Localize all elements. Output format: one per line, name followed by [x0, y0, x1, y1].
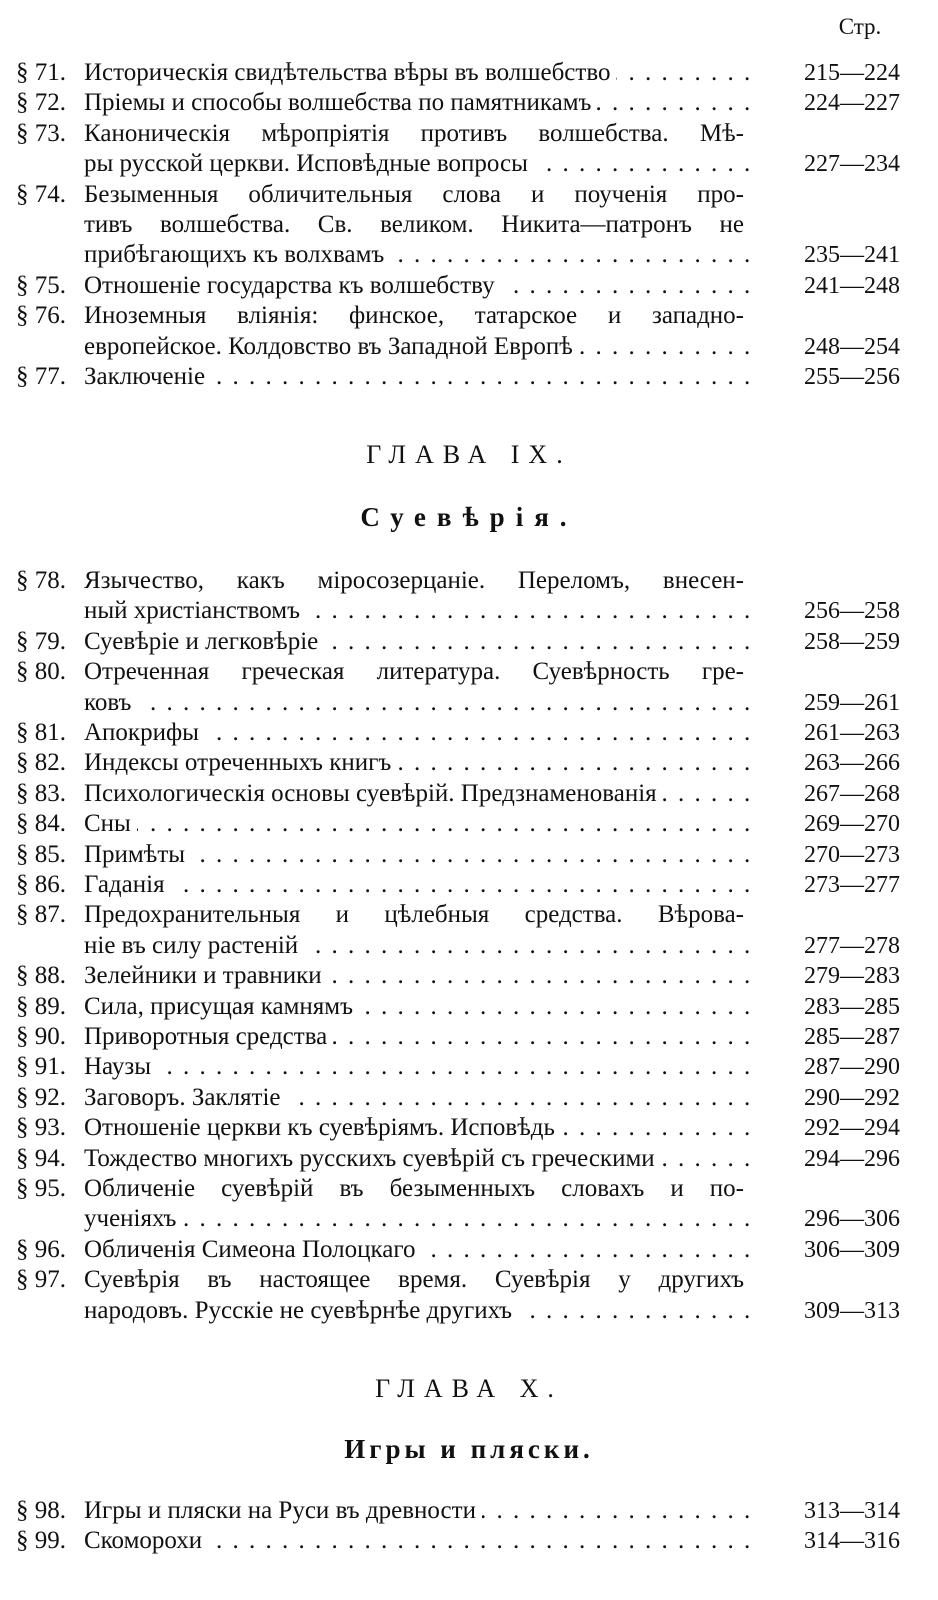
page-range: 313—314	[804, 1498, 900, 1524]
page-column-header: Стр.	[838, 14, 882, 39]
toc-entry	[16, 1083, 900, 1113]
section-number: § 92.	[16, 1083, 66, 1111]
entry-title-text: Обличеніе суевѣрій въ безыменныхъ словахъ и по-	[84, 1175, 750, 1202]
section-number: § 93.	[16, 1114, 66, 1142]
entry-title-line	[84, 1204, 760, 1234]
section-number: § 85.	[16, 840, 66, 868]
entry-title-text: Обличенія Симеона Полоцкаго	[84, 1236, 422, 1263]
entry-title-text: Апокрифы	[84, 719, 205, 746]
entry-title-line	[84, 688, 760, 718]
toc-entry	[16, 88, 900, 118]
page-range: 241—248	[804, 272, 900, 299]
section-number: § 77.	[16, 363, 66, 390]
entry-title-line	[84, 566, 750, 596]
entry-title-line	[84, 900, 750, 930]
page-range: 270—273	[804, 841, 900, 868]
entry-title-line	[84, 1113, 760, 1143]
toc-entry	[16, 1496, 900, 1526]
chapter-9-title: Суевѣрія.	[360, 502, 578, 532]
entry-title-line	[84, 1052, 760, 1082]
entry-title-line	[84, 362, 760, 392]
toc-entry	[16, 271, 900, 301]
entry-title-line	[84, 870, 760, 900]
page-range: 306—309	[804, 1236, 900, 1263]
entry-title-text: Скоморохи	[84, 1527, 208, 1554]
entry-title-line	[84, 596, 760, 626]
entry-title-text: Безыменныя обличительныя слова и поученія про-	[84, 181, 750, 208]
toc-entry	[16, 748, 900, 778]
entry-title-text: Заключеніе	[84, 363, 211, 390]
entry-title-line	[84, 992, 760, 1022]
page-range: 269—270	[804, 811, 900, 838]
page-range: 259—261	[804, 689, 900, 716]
entry-title-text: Сны	[84, 810, 137, 837]
entry-title-text: Историческія свидѣтельства вѣры въ волшебство	[84, 59, 616, 86]
toc-entry	[16, 58, 900, 88]
section-number: § 75.	[16, 271, 66, 299]
entry-title-text: Сила, присущая камнямъ	[84, 993, 359, 1020]
entry-title-line	[84, 931, 760, 961]
page-range: 261—263	[804, 720, 900, 746]
page-range: 294—296	[804, 1145, 900, 1172]
entry-title-text: Пріемы и способы волшебства по памятникамъ	[84, 89, 597, 116]
page-range: 277—278	[804, 932, 900, 959]
entry-title-text: Тождество многихъ русскихъ суевѣрій съ греческими	[84, 1145, 661, 1172]
page-range: 235—241	[804, 242, 900, 269]
toc-entry	[16, 1235, 900, 1265]
entry-title-text: ный христіанствомъ	[84, 597, 306, 624]
toc-entry	[16, 1022, 900, 1052]
entry-title-text: Иноземныя вліянія: финское, татарское и западно-	[84, 302, 750, 329]
entry-title-text: Отношеніе церкви къ суевѣріямъ. Исповѣдь	[84, 1114, 561, 1141]
entry-title-text: Приворотныя средства	[84, 1023, 333, 1050]
entry-title-line	[84, 88, 760, 118]
entry-title-line	[84, 1526, 760, 1556]
page-range: 296—306	[804, 1206, 900, 1233]
toc-entry	[16, 301, 900, 362]
toc-entry	[16, 961, 900, 991]
toc-entry	[16, 1265, 900, 1326]
entry-title-line	[84, 657, 750, 687]
entry-title-line	[84, 1235, 760, 1265]
toc-entry	[16, 657, 900, 718]
page-range: 285—287	[804, 1024, 900, 1050]
section-number: § 90.	[16, 1023, 66, 1050]
section-number: § 71.	[16, 59, 66, 86]
entry-title-line	[84, 840, 760, 870]
entry-title-line	[84, 1174, 750, 1204]
entry-title-text: Суевѣрія въ настоящее время. Суевѣрія у другихъ	[84, 1266, 750, 1293]
page-range: 224—227	[804, 90, 900, 117]
toc-entry	[16, 1174, 900, 1235]
toc-entry	[16, 566, 900, 627]
entry-title-line	[84, 809, 760, 839]
toc-entry	[16, 870, 900, 900]
section-number: § 94.	[16, 1144, 66, 1172]
entry-title-line	[84, 271, 760, 301]
page-range: 287—290	[804, 1054, 900, 1081]
entry-title-line	[84, 1144, 760, 1174]
entry-title-line	[84, 961, 760, 991]
toc-entry	[16, 1052, 900, 1082]
entry-title-text: ковъ	[84, 689, 138, 716]
entry-title-line	[84, 240, 760, 270]
toc-entry	[16, 1526, 900, 1556]
entry-title-text: Заговоръ. Заклятіе	[84, 1084, 287, 1111]
section-number: § 78.	[16, 567, 66, 594]
chapter-9-label: ГЛАВА IX.	[366, 440, 572, 469]
page-range: 255—256	[804, 364, 900, 390]
toc-entry	[16, 180, 900, 271]
page-range: 227—234	[804, 151, 900, 178]
section-number: § 79.	[16, 627, 66, 655]
entry-title-text: Психологическія основы суевѣрій. Предзнаменованія	[84, 780, 663, 807]
toc-entry	[16, 809, 900, 839]
entry-title-line	[84, 180, 750, 210]
entry-title-text: Предохранительныя и цѣлебныя средства. Вѣрова-	[84, 901, 750, 928]
page-range: 256—258	[804, 598, 900, 625]
toc-entry	[16, 627, 900, 657]
page-range: 273—277	[804, 872, 900, 898]
entry-title-line	[84, 301, 750, 331]
entry-title-text: прибѣгающихъ къ волхвамъ	[84, 241, 390, 268]
toc-entry	[16, 362, 900, 392]
entry-title-text: Язычество, какъ міросозерцаніе. Переломъ, внесен-	[84, 567, 750, 594]
entry-title-text: ры русской церкви. Исповѣдные вопросы	[84, 150, 534, 177]
section-number: § 80.	[16, 658, 66, 686]
entry-title-text: Индексы отреченныхъ книгъ	[84, 749, 397, 776]
page-range: 279—283	[804, 963, 900, 990]
entry-title-line	[84, 210, 750, 240]
page-range: 263—266	[804, 750, 900, 777]
entry-title-text: европейское. Колдовство въ Западной Европѣ	[84, 333, 579, 360]
section-number: § 72.	[16, 89, 66, 117]
section-number: § 76.	[16, 302, 66, 330]
entry-title-text: Каноническія мѣропріятія противъ волшебства. Мѣ-	[84, 120, 750, 147]
entry-title-text: тивъ волшебства. Св. великом. Никита—патронъ не	[84, 211, 750, 238]
section-number: § 82.	[16, 749, 66, 777]
page-range: 309—313	[804, 1297, 900, 1324]
entry-title-line	[84, 149, 760, 179]
section-number: § 88.	[16, 962, 66, 990]
entry-title-text: Отношеніе государства къ волшебству	[84, 272, 501, 299]
section-number: § 99.	[16, 1527, 66, 1555]
entry-title-line	[84, 1496, 760, 1526]
entry-title-line	[84, 627, 760, 657]
chapter-10-title: Игры и пляски.	[344, 1434, 594, 1464]
page-range: 258—259	[804, 628, 900, 655]
page-range: 215—224	[804, 60, 900, 86]
toc-entry	[16, 840, 900, 870]
entry-title-text: народовъ. Русскіе не суевѣрнѣе другихъ	[84, 1297, 518, 1324]
section-number: § 95.	[16, 1175, 66, 1202]
entry-title-line	[84, 748, 760, 778]
entry-title-text: Наузы	[84, 1053, 157, 1080]
section-number: § 97.	[16, 1266, 66, 1294]
entry-title-line	[84, 58, 760, 88]
entry-title-line	[84, 1265, 750, 1295]
entry-title-text: ніе въ силу растеній	[84, 932, 304, 959]
toc-entry	[16, 119, 900, 180]
entry-title-line	[84, 718, 760, 748]
toc-entry	[16, 1113, 900, 1143]
entry-title-line	[84, 332, 760, 362]
section-number: § 89.	[16, 992, 66, 1020]
section-number: § 84.	[16, 810, 66, 838]
page-range: 283—285	[804, 993, 900, 1020]
toc-entry	[16, 992, 900, 1022]
entry-title-text: Примѣты	[84, 841, 191, 868]
entry-title-text: Игры и пляски на Руси въ древности	[84, 1497, 482, 1524]
entry-title-text: Отреченная греческая литература. Суевѣрность гре-	[84, 658, 750, 685]
entry-title-text: ученіяхъ	[84, 1205, 182, 1232]
entry-title-line	[84, 1022, 760, 1052]
page-range: 267—268	[804, 780, 900, 807]
entry-title-text: Суевѣріе и легковѣріе	[84, 628, 324, 655]
entry-title-line	[84, 119, 750, 149]
section-number: § 86.	[16, 871, 66, 898]
entry-title-line	[84, 1083, 760, 1113]
entry-title-line	[84, 1296, 760, 1326]
entry-title-text: Зелейники и травники	[84, 962, 328, 989]
section-number: § 73.	[16, 119, 66, 147]
section-number: § 87.	[16, 901, 66, 929]
entry-title-line	[84, 779, 760, 809]
section-number: § 96.	[16, 1235, 66, 1263]
section-number: § 91.	[16, 1053, 66, 1081]
section-number: § 74.	[16, 180, 66, 208]
section-number: § 83.	[16, 779, 66, 807]
toc-entry	[16, 718, 900, 748]
section-number: § 81.	[16, 719, 66, 746]
page-range: 248—254	[804, 333, 900, 360]
chapter-10-label: ГЛАВА X.	[375, 1374, 563, 1403]
entry-title-text: Гаданія	[84, 871, 171, 898]
page-range: 314—316	[804, 1528, 900, 1555]
toc-entry	[16, 779, 900, 809]
section-number: § 98.	[16, 1497, 66, 1524]
toc-entry	[16, 900, 900, 961]
toc-entry	[16, 1144, 900, 1174]
page-range: 292—294	[804, 1115, 900, 1142]
page-range: 290—292	[804, 1084, 900, 1111]
